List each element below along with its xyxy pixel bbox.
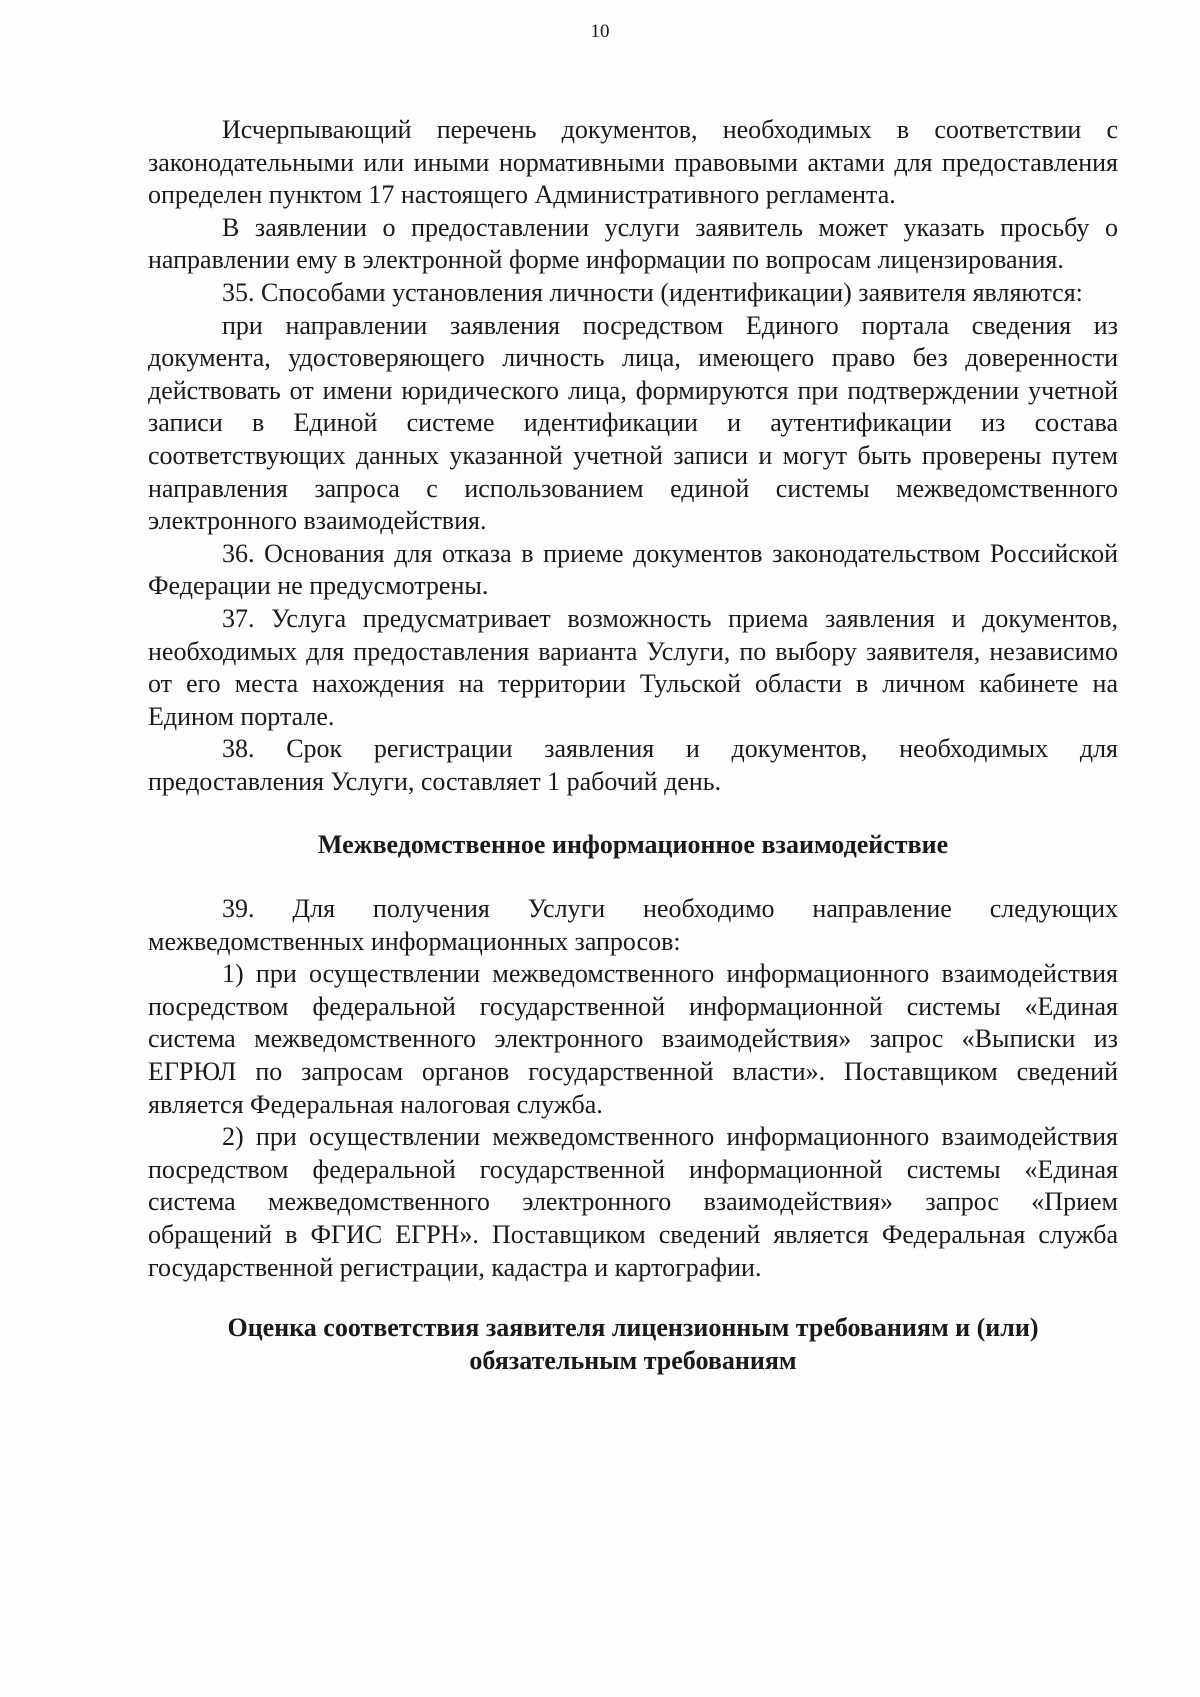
paragraph-36: 36. Основания для отказа в приеме документов законодательством Российской Федерации не предусмотрены. xyxy=(148,538,1118,601)
paragraph-39: 39. Для получения Услуги необходимо направление следующих межведомственных информационных запросов: xyxy=(148,894,1118,956)
document-body xyxy=(148,114,1118,1377)
paragraph-35: 35. Способами установления личности (идентификации) заявителя являются: xyxy=(222,277,1083,307)
page-number: 10 xyxy=(590,21,610,42)
paragraph-38: 38. Срок регистрации заявления и документов, необходимых для предоставления Услуги, составляет 1 рабочий день. xyxy=(148,734,1118,796)
paragraph-electronic-request: В заявлении о предоставлении услуги заявитель может указать просьбу о направлении ему в электронной форме информации по вопросам лицензирования. xyxy=(148,212,1118,275)
paragraph-39-item-1: 1) при осуществлении межведомственного информационного взаимодействия посредством федеральной государственной информационной системы «Единая система межведомственного электронного взаимодействия» запрос «Выписки из ЕГРЮЛ по запросам органов государственной власти». Поставщиком сведений является Федеральная налоговая служба. xyxy=(148,959,1118,1119)
paragraph-39-item-2: 2) при осуществлении межведомственного информационного взаимодействия посредством федеральной государственной информационной системы «Единая система межведомственного электронного взаимодействия» запрос «Прием обращений в ФГИС ЕГРН». Поставщиком сведений является Федеральная служба государственной регистрации, кадастра и картографии. xyxy=(148,1122,1118,1282)
section-heading-interagency: Межведомственное информационное взаимодействие xyxy=(317,830,949,860)
paragraph-exhaustive-list: Исчерпывающий перечень документов, необходимых в соответствии с законодательными или иными нормативными правовыми актами для предоставления определен пунктом 17 настоящего Административного регламента. xyxy=(148,115,1118,210)
section-heading-compliance-line-2: обязательным требованиям xyxy=(469,1345,797,1375)
paragraph-37: 37. Услуга предусматривает возможность приема заявления и документов, необходимых для предоставления варианта Услуги, по выбору заявителя, независимо от его места нахождения на территории Тульской области в личном кабинете на Едином портале. xyxy=(148,603,1118,731)
section-heading-compliance-line-1: Оценка соответствия заявителя лицензионным требованиям и (или) xyxy=(227,1313,1039,1343)
section-heading-compliance xyxy=(148,1312,1118,1377)
paragraph-identification: при направлении заявления посредством Единого портала сведения из документа, удостоверяющего личность лица, имеющего право без доверенности действовать от имени юридического лица, формируются при подтверждении учетной записи в Единой системе идентификации и аутентификации из состава соответствующих данных указанной учетной записи и могут быть проверены путем направления запроса с использованием единой системы межведомственного электронного взаимодействия. xyxy=(148,310,1118,536)
